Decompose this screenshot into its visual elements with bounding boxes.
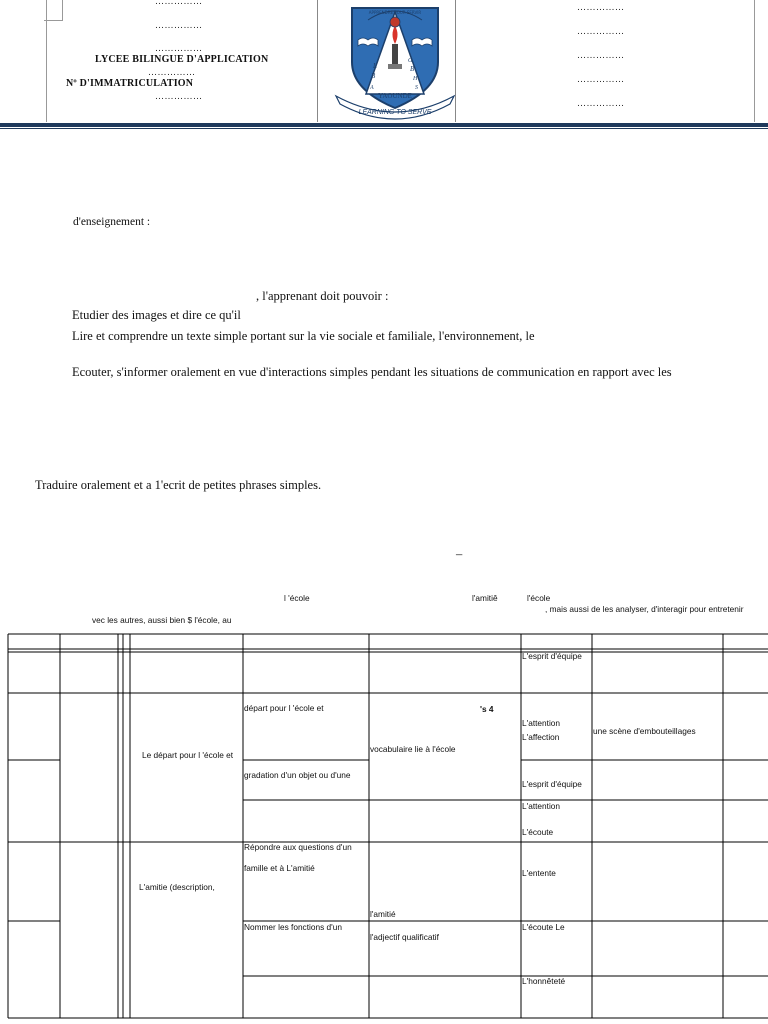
table-cell: vocabulaire lie à l'école — [370, 744, 456, 754]
dotted-line: …………… — [577, 98, 625, 108]
text-line: Etudier des images et dire ce qu'il — [72, 308, 241, 322]
text-fragment: , mais aussi de les analyser, d'interagir pour entretenir — [545, 604, 744, 614]
school-name: LYCEE BILINGUE D'APPLICATION — [95, 54, 269, 65]
table-cell: famille et à L'amitié — [244, 863, 315, 873]
text-line: d'enseignement : — [73, 216, 151, 228]
school-crest-logo — [332, 0, 458, 124]
table-cell: 's 4 — [480, 704, 494, 714]
table-cell: L'attention — [522, 718, 561, 728]
text-line: Traduire oralement et a 1'ecrit de petites phrases simples. — [35, 478, 322, 492]
dotted-line: …………… — [155, 43, 203, 53]
table-cell: L'entente — [522, 868, 556, 878]
registration-label: Nº D'IMMATRICULATION — [66, 78, 194, 89]
table-cell: L'honnêteté — [522, 976, 566, 986]
crest-letter: S — [415, 85, 418, 91]
table-cell: une scène d'embouteillages — [593, 726, 696, 736]
crest-letter: B — [410, 65, 415, 73]
table-cell: L'esprit d'équipe — [522, 651, 582, 661]
dotted-line: …………… — [148, 67, 196, 77]
dotted-line: …………… — [577, 26, 625, 36]
crest-letter: G — [408, 58, 413, 64]
dotted-line: …………… — [577, 2, 625, 12]
text-fragment: vec les autres, aussi bien $ l'école, au — [92, 615, 232, 625]
crest-letter: B — [371, 72, 376, 80]
text-fragment: l'amitiê — [472, 593, 498, 603]
text-fragment: l'école — [527, 593, 551, 603]
table-cell: L'écoute Le — [522, 922, 565, 932]
text-line: Lire et comprendre un texte simple portant sur la vie sociale et familiale, l'environnement, le — [72, 329, 535, 343]
table-cell: L'attention — [522, 801, 561, 811]
table-cell: gradation d'un objet ou d'une — [244, 770, 351, 780]
dotted-line: …………… — [155, 91, 203, 101]
table-cell: Répondre aux questions d'un — [244, 842, 352, 852]
table-cell: Le départ pour l 'école et — [142, 750, 234, 760]
table-cell: l'adjectif qualificatif — [370, 932, 439, 942]
table-cell: départ pour l 'école et — [244, 703, 324, 713]
header-rule-thin — [0, 128, 768, 129]
table-cell: L'amitie (description, — [139, 882, 215, 892]
dotted-line: …………… — [577, 50, 625, 60]
text-fragment: l 'école — [284, 593, 310, 603]
crest-arc-text: APPRENDRE POUR SERVIR — [368, 10, 422, 15]
table-cell: L'écoute — [522, 827, 554, 837]
header-corner-mark — [44, 0, 63, 21]
table-cell: Nommer les fonctions d'un — [244, 922, 342, 932]
table-cell: L'esprit d'équipe — [522, 779, 582, 789]
table-cell: l'amitié — [370, 909, 396, 919]
table-cell: L'affection — [522, 732, 560, 742]
crest-letter: L — [373, 62, 377, 70]
dotted-line: …………… — [155, 0, 203, 6]
dotted-line: …………… — [155, 20, 203, 30]
crest-motto: LEARNING TO SERVE — [358, 109, 432, 116]
header-rule — [0, 123, 768, 127]
crest-letter: H — [413, 76, 418, 82]
dash: – — [456, 547, 463, 561]
text-line: Ecouter, s'informer oralement en vue d'interactions simples pendant les situations de communication en rapport avec les — [72, 365, 672, 379]
dotted-line: …………… — [577, 74, 625, 84]
text-line: , l'apprenant doit pouvoir : — [256, 289, 389, 303]
crest-letter: A — [370, 85, 374, 91]
crest-city: YAOUNDE — [378, 92, 412, 100]
